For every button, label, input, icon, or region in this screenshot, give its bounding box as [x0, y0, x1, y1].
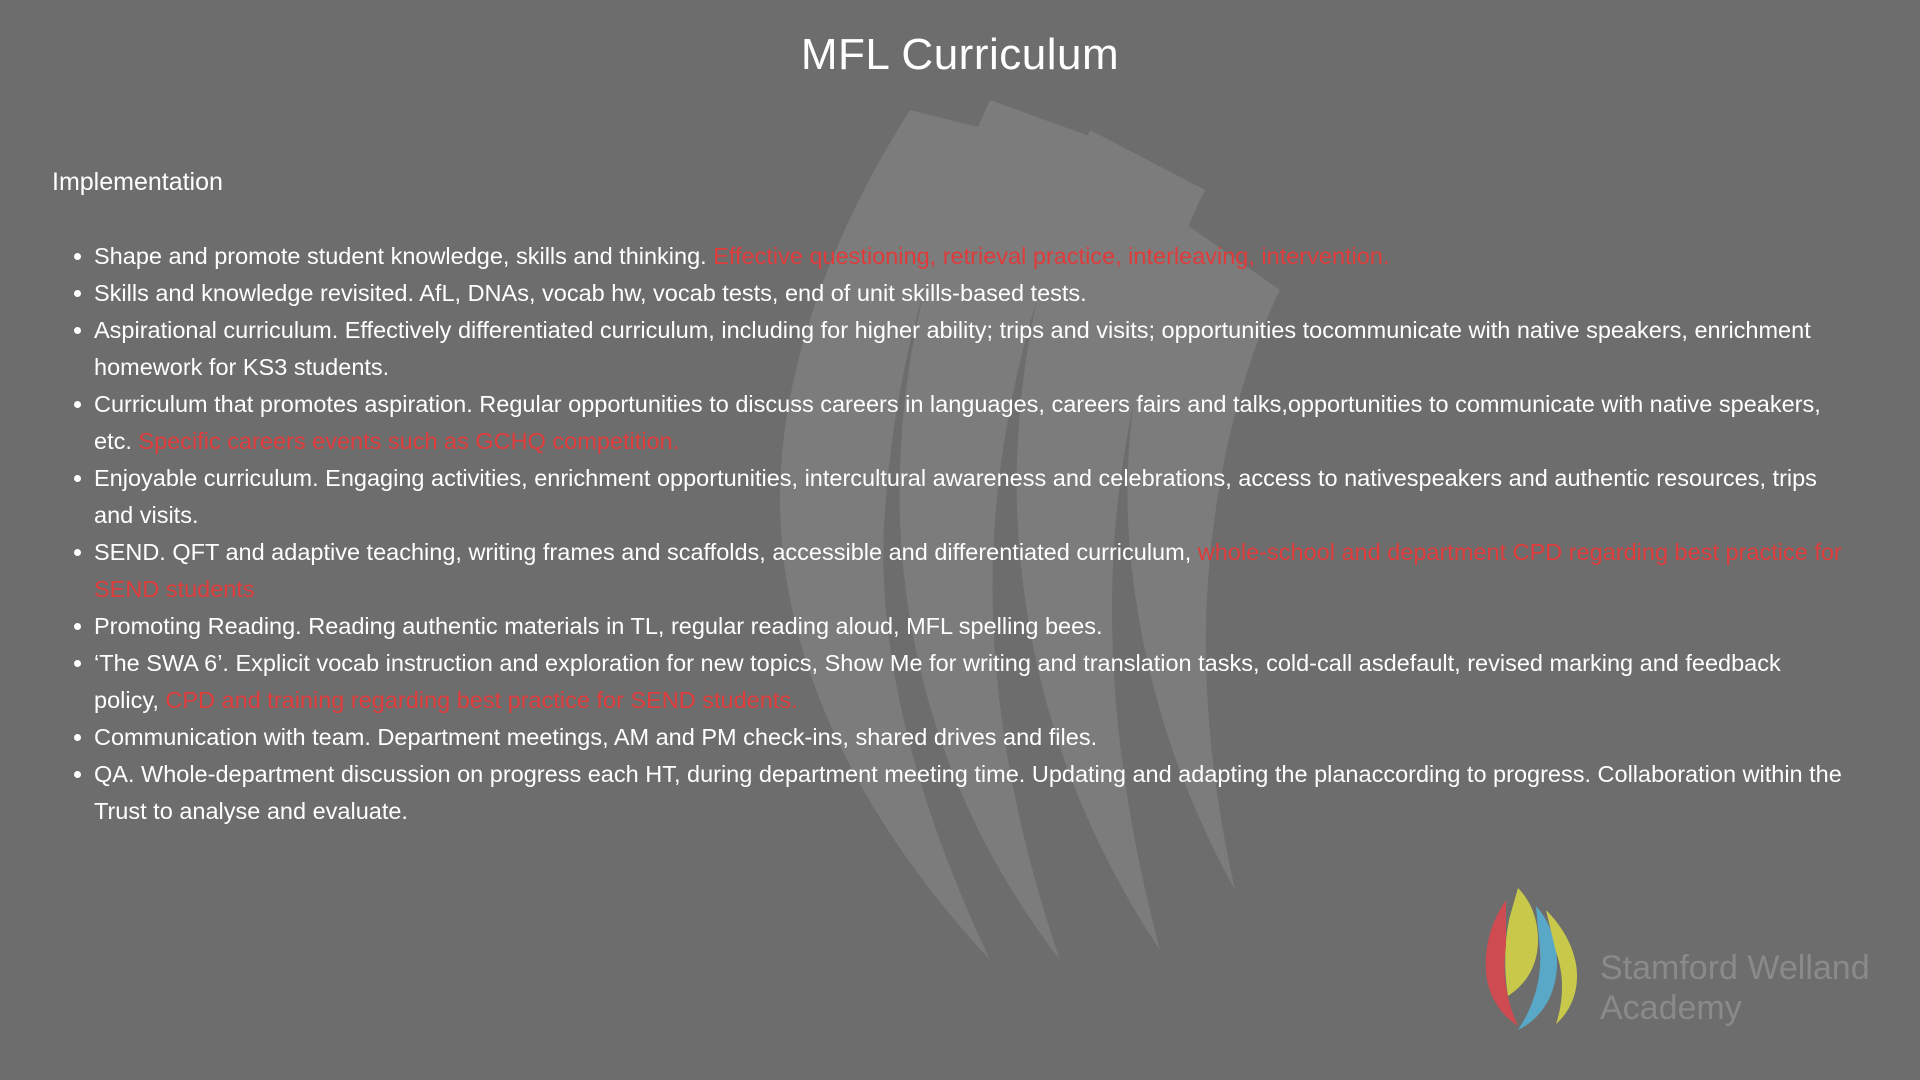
school-logo	[1460, 878, 1880, 1058]
bullet-text: Aspirational curriculum. Effectively differentiated curriculum, including for higher ability; trips and visits; opportunities tocommunicate with native speakers, enrichment homework for KS3 students.	[94, 317, 1811, 380]
bullet-highlight: CPD and training regarding best practice for SEND students.	[165, 687, 798, 713]
school-logo-text: Stamford Welland Academy	[1600, 949, 1870, 1027]
list-item	[52, 312, 1852, 386]
bullet-highlight: Effective questioning, retrieval practice, interleaving, intervention.	[713, 243, 1390, 269]
bullet-text: Promoting Reading. Reading authentic materials in TL, regular reading aloud, MFL spelling bees.	[94, 613, 1103, 639]
bullet-highlight: whole-school and department CPD regarding best practice for SEND students	[94, 539, 1842, 602]
list-item	[52, 608, 1852, 645]
bullet-text: Enjoyable curriculum. Engaging activities, enrichment opportunities, intercultural awareness and celebrations, access to nativespeakers and authentic resources, trips and visits.	[94, 465, 1817, 528]
bullet-text: Communication with team. Department meetings, AM and PM check-ins, shared drives and files.	[94, 724, 1098, 750]
list-item	[52, 275, 1852, 312]
implementation-bullet-list	[52, 238, 1852, 830]
section-heading: Implementation	[52, 168, 223, 196]
bullet-text: QA. Whole-department discussion on progress each HT, during department meeting time. Updating and adapting the planaccording to progress. Collaboration within the Trust to analyse and evaluate.	[94, 761, 1842, 824]
list-item	[52, 756, 1852, 830]
list-item	[52, 386, 1852, 460]
list-item	[52, 645, 1852, 719]
list-item	[52, 238, 1852, 275]
list-item	[52, 534, 1852, 608]
bullet-highlight: Specific careers events such as GCHQ competition.	[138, 428, 680, 454]
academy-crest-icon	[1460, 880, 1610, 1040]
list-item	[52, 719, 1852, 756]
page-title: MFL Curriculum	[800, 30, 1120, 79]
implementation-content	[52, 238, 1852, 830]
bullet-text: ‘The SWA 6’. Explicit vocab instruction and exploration for new topics, Show Me for writing and translation tasks, cold-call asdefault, revised marking and feedback policy,	[94, 650, 1781, 713]
bullet-text: SEND. QFT and adaptive teaching, writing frames and scaffolds, accessible and differentiated curriculum,	[94, 539, 1198, 565]
list-item	[52, 460, 1852, 534]
bullet-text: Shape and promote student knowledge, skills and thinking.	[94, 243, 714, 269]
bullet-text: Curriculum that promotes aspiration. Regular opportunities to discuss careers in languages, careers fairs and talks,opportunities to communicate with native speakers, etc.	[94, 391, 1821, 454]
bullet-text: Skills and knowledge revisited. AfL, DNAs, vocab hw, vocab tests, end of unit skills-based tests.	[94, 280, 1087, 306]
